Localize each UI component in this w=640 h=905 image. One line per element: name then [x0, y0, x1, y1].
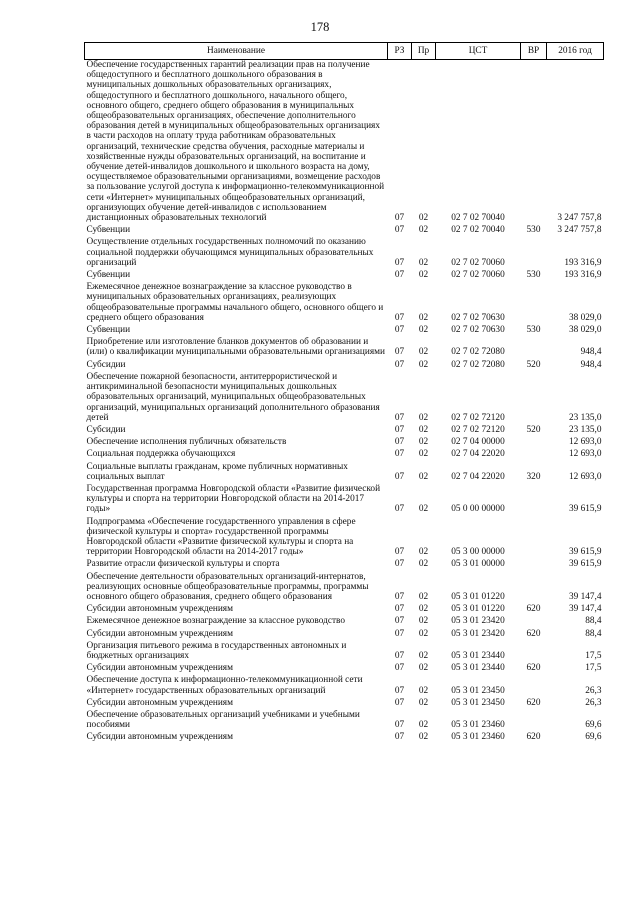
- row-pr: 02: [418, 347, 429, 358]
- row-name: Субсидии автономным учреждениям: [86, 732, 233, 743]
- row-amount: 948,4: [580, 359, 602, 370]
- header-name: Наименование: [85, 43, 388, 60]
- header-rz: РЗ: [388, 43, 412, 60]
- header-pr: Пр: [412, 43, 436, 60]
- row-cst: 05 3 01 23440: [451, 663, 505, 674]
- row-rz: 07: [394, 213, 405, 224]
- row-pr: 02: [418, 591, 429, 602]
- row-vr: [521, 60, 547, 226]
- row-amount: 12 693,0: [568, 437, 602, 448]
- row-vr: 530: [526, 225, 541, 236]
- row-amount: 23 135,0: [568, 424, 602, 435]
- header-row: [85, 43, 604, 60]
- row-vr: [521, 616, 547, 628]
- row-rz: 07: [394, 359, 405, 370]
- table-row: [85, 698, 604, 710]
- row-name: Субсидии: [86, 424, 126, 435]
- row-rz: 07: [394, 685, 405, 696]
- row-amount: 38 029,0: [568, 312, 602, 323]
- table-row: [85, 449, 604, 461]
- table-row: [85, 337, 604, 359]
- row-rz: 07: [394, 628, 405, 639]
- row-vr: [521, 710, 547, 732]
- table-row: [85, 437, 604, 449]
- row-cst: 02 7 02 72120: [451, 424, 505, 435]
- table-row: [85, 225, 604, 237]
- header-vr: ВР: [521, 43, 547, 60]
- row-pr: 02: [418, 697, 429, 708]
- row-rz: 07: [394, 347, 405, 358]
- row-vr: 620: [526, 697, 541, 708]
- row-amount: 39 615,9: [568, 504, 602, 515]
- row-cst: 02 7 02 70040: [451, 225, 505, 236]
- table-row: [85, 60, 604, 226]
- row-cst: 02 7 04 22020: [451, 471, 505, 482]
- row-cst: 02 7 02 72080: [451, 347, 505, 358]
- row-pr: 02: [418, 504, 429, 515]
- row-vr: [521, 449, 547, 461]
- row-amount: 39 147,4: [568, 591, 602, 602]
- row-cst: 05 3 01 23420: [451, 616, 505, 627]
- table-row: [85, 641, 604, 663]
- row-name: Обеспечение образовательных организаций учебниками и учебными пособиями: [86, 709, 360, 731]
- row-name: Субвенции: [86, 270, 131, 281]
- table-row: [85, 282, 604, 325]
- row-amount: 193 316,9: [564, 270, 602, 281]
- row-name: Приобретение или изготовление бланков документов об образовании и (или) о квалификации муниципальными образовательными организациями: [86, 337, 385, 358]
- table-row: [85, 372, 604, 425]
- table-body: [85, 60, 604, 745]
- row-rz: 07: [394, 424, 405, 435]
- row-pr: 02: [418, 225, 429, 236]
- row-rz: 07: [394, 616, 405, 627]
- row-vr: [521, 675, 547, 697]
- row-vr: 530: [526, 270, 541, 281]
- row-rz: 07: [394, 547, 405, 558]
- row-rz: 07: [394, 720, 405, 731]
- row-vr: [521, 437, 547, 449]
- row-vr: [521, 572, 547, 605]
- table-row: [85, 663, 604, 675]
- row-amount: 38 029,0: [568, 325, 602, 336]
- row-cst: 05 3 01 23420: [451, 628, 505, 639]
- row-vr: 520: [526, 424, 541, 435]
- row-pr: 02: [418, 604, 429, 615]
- row-pr: 02: [418, 325, 429, 336]
- row-cst: 05 3 01 01220: [451, 604, 505, 615]
- row-rz: 07: [394, 650, 405, 661]
- row-rz: 07: [394, 697, 405, 708]
- row-pr: 02: [418, 424, 429, 435]
- table-row: [85, 629, 604, 641]
- row-cst: 02 7 02 70060: [451, 257, 505, 268]
- row-pr: 02: [418, 616, 429, 627]
- row-cst: 05 3 01 23450: [451, 685, 505, 696]
- row-amount: 3 247 757,8: [557, 225, 602, 236]
- row-cst: 02 7 02 72120: [451, 412, 505, 423]
- row-cst: 05 3 01 23460: [451, 732, 505, 743]
- row-name: Развитие отрасли физической культуры и спорта: [86, 559, 280, 570]
- row-rz: 07: [394, 559, 405, 570]
- row-cst: 05 3 01 23460: [451, 720, 505, 731]
- row-vr: [521, 237, 547, 270]
- row-pr: 02: [418, 663, 429, 674]
- row-amount: 193 316,9: [564, 257, 602, 268]
- row-pr: 02: [418, 732, 429, 743]
- row-cst: 05 3 01 00000: [451, 559, 505, 570]
- row-name: Обеспечение деятельности образовательных организаций-интернатов, реализующих основные общеобразовательные программы, программы основного общего образования, среднего общего образования: [86, 571, 369, 602]
- row-rz: 07: [394, 604, 405, 615]
- row-cst: 05 3 01 23440: [451, 650, 505, 661]
- table-row: [85, 517, 604, 560]
- row-cst: 02 7 02 70040: [451, 213, 505, 224]
- row-name: Обеспечение пожарной безопасности, антитеррористической и антикриминальной безопасности муниципальных дошкольных образовательных организаций, муниципальных общеобразовательных организаций, муниципальных организаций дополнительного образования детей: [86, 371, 380, 423]
- row-name: Субсидии автономным учреждениям: [86, 604, 233, 615]
- row-name: Субвенции: [86, 325, 131, 336]
- table-row: [85, 425, 604, 437]
- table-row: [85, 360, 604, 372]
- row-vr: [521, 337, 547, 359]
- table-row: [85, 616, 604, 628]
- table-row: [85, 462, 604, 484]
- row-amount: 17,5: [585, 663, 602, 674]
- row-vr: 620: [526, 732, 541, 743]
- row-pr: 02: [418, 547, 429, 558]
- table-row: [85, 325, 604, 337]
- row-amount: 88,4: [585, 628, 602, 639]
- row-vr: 620: [526, 663, 541, 674]
- table-row: [85, 710, 604, 732]
- row-vr: [521, 372, 547, 425]
- row-amount: 12 693,0: [568, 449, 602, 460]
- row-rz: 07: [394, 325, 405, 336]
- row-rz: 07: [394, 471, 405, 482]
- row-name: Осуществление отдельных государственных полномочий по оказанию социальной поддержки обучающимся муниципальных образовательных организаций: [86, 237, 374, 268]
- row-cst: 05 3 01 01220: [451, 591, 505, 602]
- row-vr: [521, 517, 547, 560]
- row-name: Социальные выплаты гражданам, кроме публичных нормативных социальных выплат: [86, 461, 348, 482]
- table-row: [85, 559, 604, 571]
- row-cst: 02 7 02 70630: [451, 325, 505, 336]
- row-name: Подпрограмма «Обеспечение государственного управления в сфере физической культуры и спорта» государственной программы Новгородской области «Развитие физической культуры и спорта на территории Новгородской области на 2014-2017 годы»: [86, 516, 356, 558]
- row-rz: 07: [394, 412, 405, 423]
- row-amount: 12 693,0: [568, 471, 602, 482]
- row-pr: 02: [418, 628, 429, 639]
- row-pr: 02: [418, 449, 429, 460]
- row-pr: 02: [418, 559, 429, 570]
- row-rz: 07: [394, 663, 405, 674]
- row-rz: 07: [394, 225, 405, 236]
- row-name: Ежемесячное денежное вознаграждение за классное руководство: [86, 616, 346, 627]
- row-amount: 88,4: [585, 616, 602, 627]
- row-name: Субсидии автономным учреждениям: [86, 663, 233, 674]
- row-vr: 620: [526, 628, 541, 639]
- row-rz: 07: [394, 270, 405, 281]
- row-name: Обеспечение доступа к информационно-телекоммуникационной сети «Интернет» государственных образовательных организаций: [86, 675, 363, 696]
- row-pr: 02: [418, 471, 429, 482]
- row-cst: 02 7 04 22020: [451, 449, 505, 460]
- row-vr: 620: [526, 604, 541, 615]
- row-name: Государственная программа Новгородской области «Развитие физической культуры и спорта на территории Новгородской области на 2014-2017 годы»: [86, 483, 381, 515]
- row-pr: 02: [418, 650, 429, 661]
- row-name: Субвенции: [86, 225, 131, 236]
- row-cst: 02 7 02 70060: [451, 270, 505, 281]
- row-name: Обеспечение исполнения публичных обязательств: [86, 437, 287, 448]
- row-vr: 320: [526, 471, 541, 482]
- header-year: 2016 год: [547, 43, 604, 60]
- row-rz: 07: [394, 504, 405, 515]
- row-rz: 07: [394, 732, 405, 743]
- row-amount: 39 615,9: [568, 559, 602, 570]
- table-row: [85, 604, 604, 616]
- row-rz: 07: [394, 437, 405, 448]
- budget-table: [84, 42, 604, 745]
- row-cst: 02 7 04 00000: [451, 437, 505, 448]
- row-pr: 02: [418, 257, 429, 268]
- table-row: [85, 484, 604, 517]
- row-name: Организация питьевого режима в государственных автономных и бюджетных организациях: [86, 640, 347, 661]
- row-cst: 02 7 02 70630: [451, 312, 505, 323]
- row-vr: [521, 641, 547, 663]
- row-name: Социальная поддержка обучающихся: [86, 449, 236, 460]
- row-pr: 02: [418, 437, 429, 448]
- row-cst: 05 0 00 00000: [451, 504, 505, 515]
- row-amount: 948,4: [580, 347, 602, 358]
- row-pr: 02: [418, 312, 429, 323]
- row-pr: 02: [418, 720, 429, 731]
- row-name: Субсидии автономным учреждениям: [86, 697, 233, 708]
- row-amount: 69,6: [585, 732, 602, 743]
- row-rz: 07: [394, 591, 405, 602]
- table-row: [85, 237, 604, 270]
- row-pr: 02: [418, 412, 429, 423]
- row-rz: 07: [394, 257, 405, 268]
- row-amount: 23 135,0: [568, 412, 602, 423]
- page-number: 178: [310, 20, 330, 34]
- row-vr: [521, 559, 547, 571]
- row-amount: 39 615,9: [568, 547, 602, 558]
- row-rz: 07: [394, 449, 405, 460]
- row-cst: 02 7 02 72080: [451, 359, 505, 370]
- row-name: Субсидии автономным учреждениям: [86, 628, 233, 639]
- row-pr: 02: [418, 213, 429, 224]
- row-vr: [521, 282, 547, 325]
- row-cst: 05 3 01 23450: [451, 697, 505, 708]
- table-row: [85, 675, 604, 697]
- row-rz: 07: [394, 312, 405, 323]
- row-pr: 02: [418, 685, 429, 696]
- row-amount: 39 147,4: [568, 604, 602, 615]
- row-name: Обеспечение государственных гарантий реализации прав на получение общедоступного и бесплатного дошкольного образования в муниципальных дошкольных образовательных организациях, общедоступного и бесплатного дошкольного, начального общего, основного общего, среднего общего образования в муниципальных общеобразовательных организациях, обеспечение дополнительного образования детей в муниципальных общеобразовательных организациях в части расходов на оплату труда работникам образовательных организаций, технические средства обучения, расходные материалы и хозяйственные нужды образовательных организаций, на воспитание и обучение детей-инвалидов дошкольного и школьного возраста на дому, осуществляемое образовательными организациями, возмещение расходов за пользование услугой доступа к информационно-телекоммуникационной сети «Интернет» муниципальных общеобразовательных организаций, организующих обучение детей-инвалидов с использованием дистанционных образовательных технологий: [86, 60, 385, 224]
- table-row: [85, 270, 604, 282]
- row-pr: 02: [418, 359, 429, 370]
- row-vr: [521, 484, 547, 517]
- table-row: [85, 732, 604, 744]
- row-amount: 26,3: [585, 697, 602, 708]
- row-vr: 520: [526, 359, 541, 370]
- row-cst: 05 3 00 00000: [451, 547, 505, 558]
- row-pr: 02: [418, 270, 429, 281]
- header-cst: ЦСТ: [436, 43, 521, 60]
- row-name: Ежемесячное денежное вознаграждение за классное руководство в муниципальных образовательных организациях, реализующих общеобразовательные программы начального общего, основного общего и среднего общего образования: [86, 282, 384, 323]
- row-amount: 26,3: [585, 685, 602, 696]
- row-vr: 530: [526, 325, 541, 336]
- row-amount: 3 247 757,8: [557, 213, 602, 224]
- row-name: Субсидии: [86, 359, 126, 370]
- row-amount: 69,6: [585, 720, 602, 731]
- table-row: [85, 572, 604, 605]
- row-amount: 17,5: [585, 650, 602, 661]
